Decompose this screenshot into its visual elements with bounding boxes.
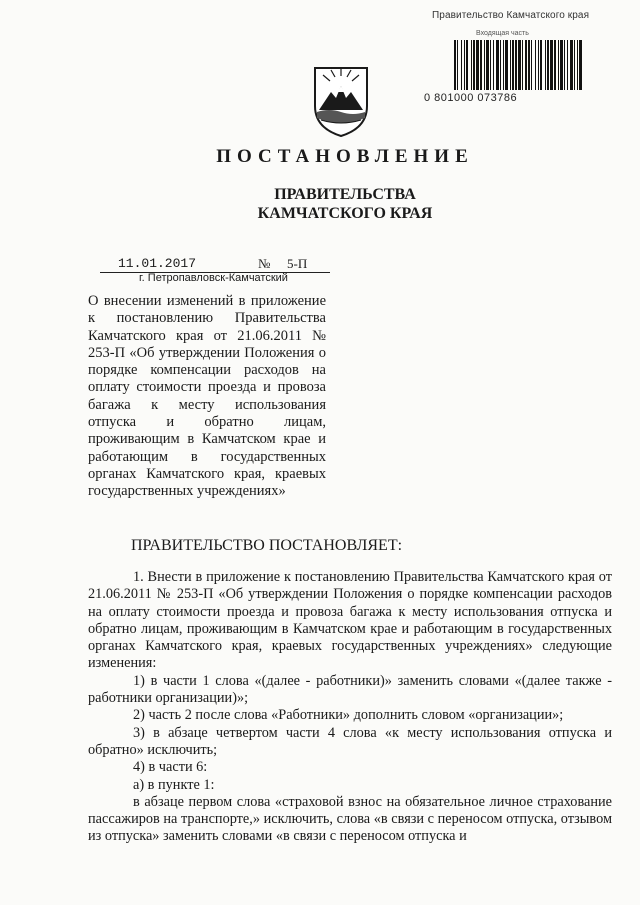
body-paragraph: 1. Внести в приложение к постановлению Правительства Камчатского края от 21.06.2011 № 253-П «Об утверждении Положения о порядке компенсации расходов на оплату стоимости проезда и провоза багажа к месту использования отпуска и обратно лицам, проживающим в Камчатском крае и работающим в государственных органах Камчатского края, краевых государственных учреждениях» следующие изменения:	[88, 569, 612, 672]
body-paragraph: 4) в части 6:	[133, 759, 208, 776]
barcode-number: 0 801000 073786	[424, 92, 518, 104]
issue-city: г. Петропавловск-Камчатский	[139, 272, 288, 284]
document-date: 11.01.2017	[118, 256, 197, 271]
kamchatka-coat-of-arms-icon	[309, 62, 373, 138]
body-paragraph: 1) в части 1 слова «(далее - работники)» заменить словами «(далее также - работники организации)»;	[88, 672, 612, 707]
document-number: 5-П	[287, 256, 308, 271]
document-title: ПОСТАНОВЛЕНИЕ	[216, 146, 474, 167]
body-paragraph: 2) часть 2 после слова «Работники» дополнить словом «организации»;	[133, 707, 564, 724]
barcode	[452, 40, 582, 90]
body-paragraph: 3) в абзаце четвертом части 4 слова «к месту использования отпуска и обратно» исключить;	[88, 724, 612, 758]
decree-heading: ПРАВИТЕЛЬСТВО ПОСТАНОВЛЯЕТ:	[131, 537, 403, 554]
issuer-line-1: ПРАВИТЕЛЬСТВА	[274, 186, 416, 203]
document-body	[88, 569, 612, 846]
body-paragraph: а) в пункте 1:	[133, 776, 215, 793]
incoming-stamp-subtitle: Входящая часть	[476, 30, 529, 37]
document-subject: О внесении изменений в приложение к постановлению Правительства Камчатского края от 21.06.2011 № 253-П «Об утверждении Положения о порядке компенсации расходов на оплату стоимости проезда и провоза багажа к месту использования отпуска и обратно лицам, проживающим в Камчатском крае и работающим в государственных органах Камчатского края, краевых государственных учреждениях»	[88, 293, 326, 500]
issuer-line-2: КАМЧАТСКОГО КРАЯ	[257, 205, 433, 222]
body-paragraph: в абзаце первом слова «страховой взнос на обязательное личное страхование пассажиров на транспорте,» исключить, слова «в связи с переносом отпуска, отзывом из отпуска» заменить словами «в связи с переносом отпуска и	[88, 793, 612, 845]
incoming-stamp-organization: Правительство Камчатского края	[432, 10, 590, 21]
number-sign: №	[258, 256, 271, 271]
